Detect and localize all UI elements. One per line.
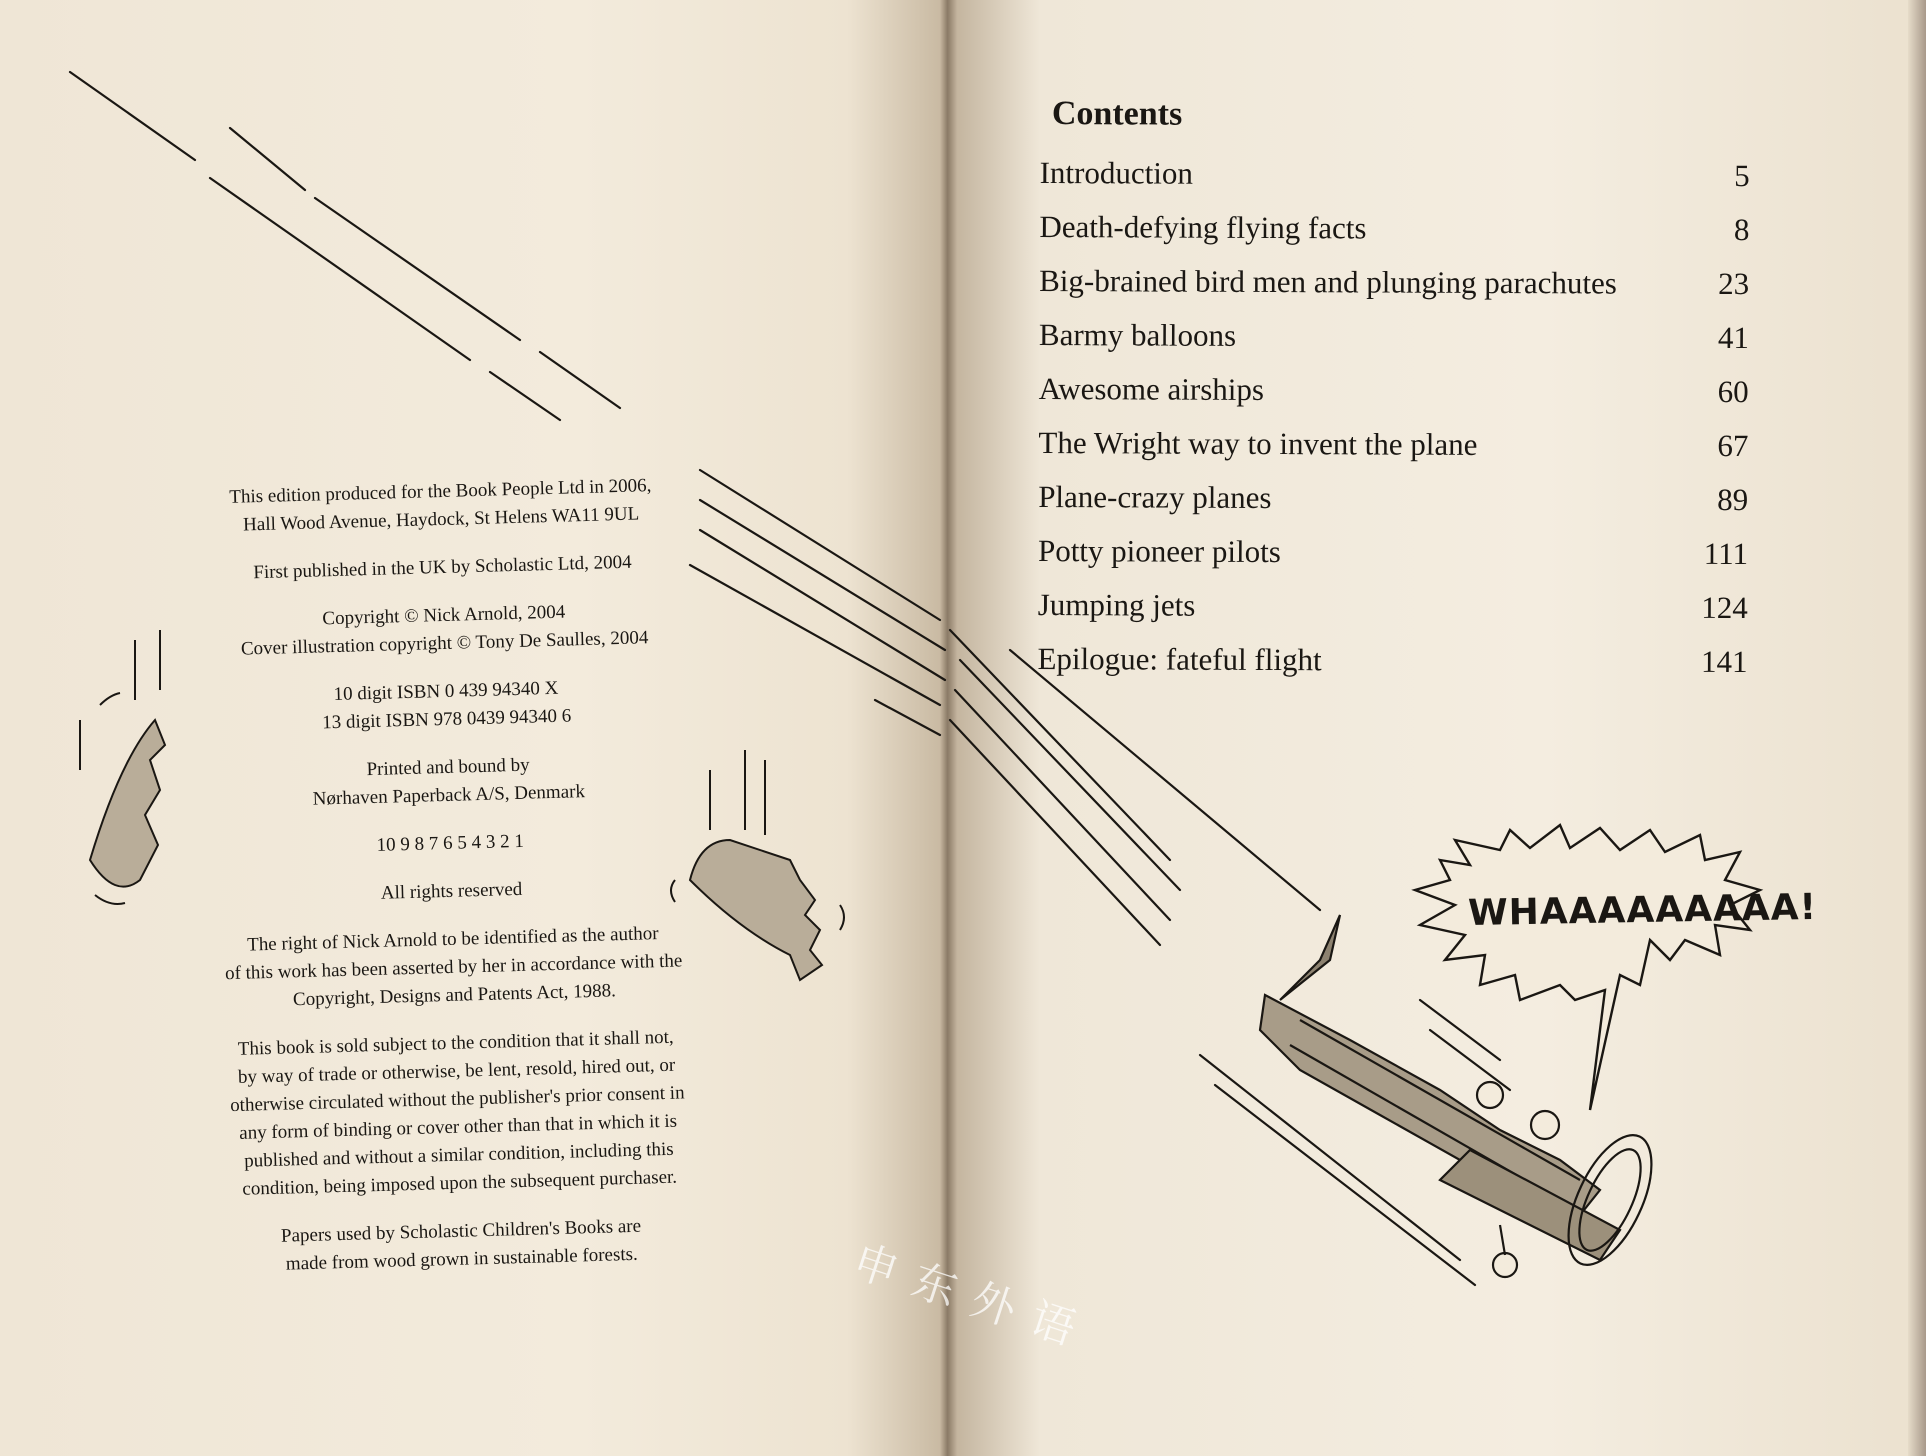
imprint-line: 10 9 8 7 6 5 4 3 2 1 bbox=[376, 830, 525, 856]
toc-entry bbox=[1038, 470, 1758, 527]
imprint-page bbox=[160, 470, 743, 1301]
imprint-block bbox=[168, 746, 729, 818]
imprint-line: otherwise circulated without the publisher's prior consent in bbox=[229, 1082, 685, 1117]
toc-entry-page: 111 bbox=[1703, 535, 1749, 572]
toc-entry bbox=[1038, 416, 1758, 473]
toc-entry-title: Introduction bbox=[1039, 154, 1193, 191]
imprint-block bbox=[164, 594, 725, 666]
imprint-line: This edition produced for the Book People Ltd in 2006, bbox=[229, 475, 652, 508]
imprint-block bbox=[166, 670, 727, 742]
imprint-line: All rights reserved bbox=[380, 878, 523, 904]
imprint-line: This book is sold subject to the condition that it shall not, bbox=[237, 1026, 674, 1060]
imprint-line: Printed and bound by bbox=[366, 754, 530, 781]
speech-bubble bbox=[1415, 825, 1760, 1110]
imprint-line: 10 digit ISBN 0 439 94340 X bbox=[333, 677, 559, 706]
contents-page bbox=[1037, 92, 1760, 689]
toc-entry-title: The Wright way to invent the plane bbox=[1038, 424, 1478, 462]
toc-entry-title: Plane-crazy planes bbox=[1038, 478, 1272, 516]
imprint-line: any form of binding or cover other than that in which it is bbox=[238, 1110, 678, 1144]
toc-entry-page: 124 bbox=[1701, 589, 1748, 626]
toc-entry-page: 41 bbox=[1717, 319, 1750, 356]
toc-entry-page: 8 bbox=[1733, 212, 1750, 248]
contents-title: Contents bbox=[1051, 95, 1183, 133]
imprint-line: of this work has been asserted by her in accordance with the bbox=[224, 950, 683, 985]
toc-entry bbox=[1038, 578, 1758, 635]
toc-list bbox=[1037, 146, 1759, 689]
imprint-block bbox=[162, 546, 723, 590]
toc-entry bbox=[1039, 308, 1759, 365]
imprint-block bbox=[173, 918, 735, 1018]
toc-entry-title: Potty pioneer pilots bbox=[1037, 532, 1281, 570]
toc-entry-page: 67 bbox=[1717, 427, 1749, 464]
toc-entry-page: 141 bbox=[1700, 643, 1748, 680]
imprint-line: Papers used by Scholastic Children's Books are bbox=[280, 1215, 642, 1247]
imprint-line: Hall Wood Avenue, Haydock, St Helens WA11 9UL bbox=[242, 503, 640, 536]
toc-entry bbox=[1039, 362, 1759, 419]
toc-entry-page: 23 bbox=[1718, 265, 1750, 302]
toc-entry-title: Death-defying flying facts bbox=[1039, 208, 1367, 246]
toc-entry-page: 60 bbox=[1717, 373, 1749, 410]
toc-entry-title: Big-brained bird men and plunging parachutes bbox=[1039, 262, 1617, 301]
imprint-line: Nørhaven Paperback A/S, Denmark bbox=[312, 781, 586, 810]
imprint-block bbox=[170, 822, 731, 866]
watermark: 申东外语 bbox=[846, 1235, 1099, 1361]
toc-entry-title: Barmy balloons bbox=[1038, 316, 1237, 353]
imprint-line: by way of trade or otherwise, be lent, resold, hired out, or bbox=[237, 1054, 676, 1088]
toc-entry-title: Awesome airships bbox=[1038, 370, 1265, 407]
imprint-block bbox=[176, 1022, 740, 1206]
toc-entry-title: Jumping jets bbox=[1037, 586, 1196, 623]
imprint-block bbox=[181, 1210, 742, 1282]
speech-text: WHAAAAAAAAA! bbox=[1467, 886, 1818, 935]
imprint-line: Cover illustration copyright © Tony De Saulles, 2004 bbox=[240, 627, 649, 660]
imprint-line: Copyright © Nick Arnold, 2004 bbox=[322, 601, 566, 630]
imprint-line: condition, being imposed upon the subsequent purchaser. bbox=[242, 1166, 678, 1200]
falling-wing-left bbox=[80, 630, 165, 904]
toc-entry bbox=[1040, 146, 1760, 203]
toc-entry-page: 5 bbox=[1734, 158, 1750, 194]
toc-entry bbox=[1039, 200, 1759, 257]
imprint-line: The right of Nick Arnold to be identified as the author bbox=[246, 923, 659, 956]
imprint-line: made from wood grown in sustainable forests. bbox=[285, 1243, 639, 1275]
imprint-line: 13 digit ISBN 978 0439 94340 6 bbox=[321, 705, 572, 734]
toc-entry bbox=[1038, 524, 1758, 581]
toc-entry-title: Epilogue: fateful flight bbox=[1037, 640, 1322, 678]
toc-entry bbox=[1037, 632, 1757, 689]
imprint-line: Copyright, Designs and Patents Act, 1988. bbox=[292, 980, 617, 1011]
imprint-line: First published in the UK by Scholastic Ltd, 2004 bbox=[253, 551, 632, 584]
imprint-block bbox=[171, 870, 732, 914]
toc-entry bbox=[1039, 254, 1759, 311]
imprint-line: published and without a similar condition, including this bbox=[243, 1138, 674, 1172]
toc-entry-page: 89 bbox=[1717, 481, 1749, 518]
